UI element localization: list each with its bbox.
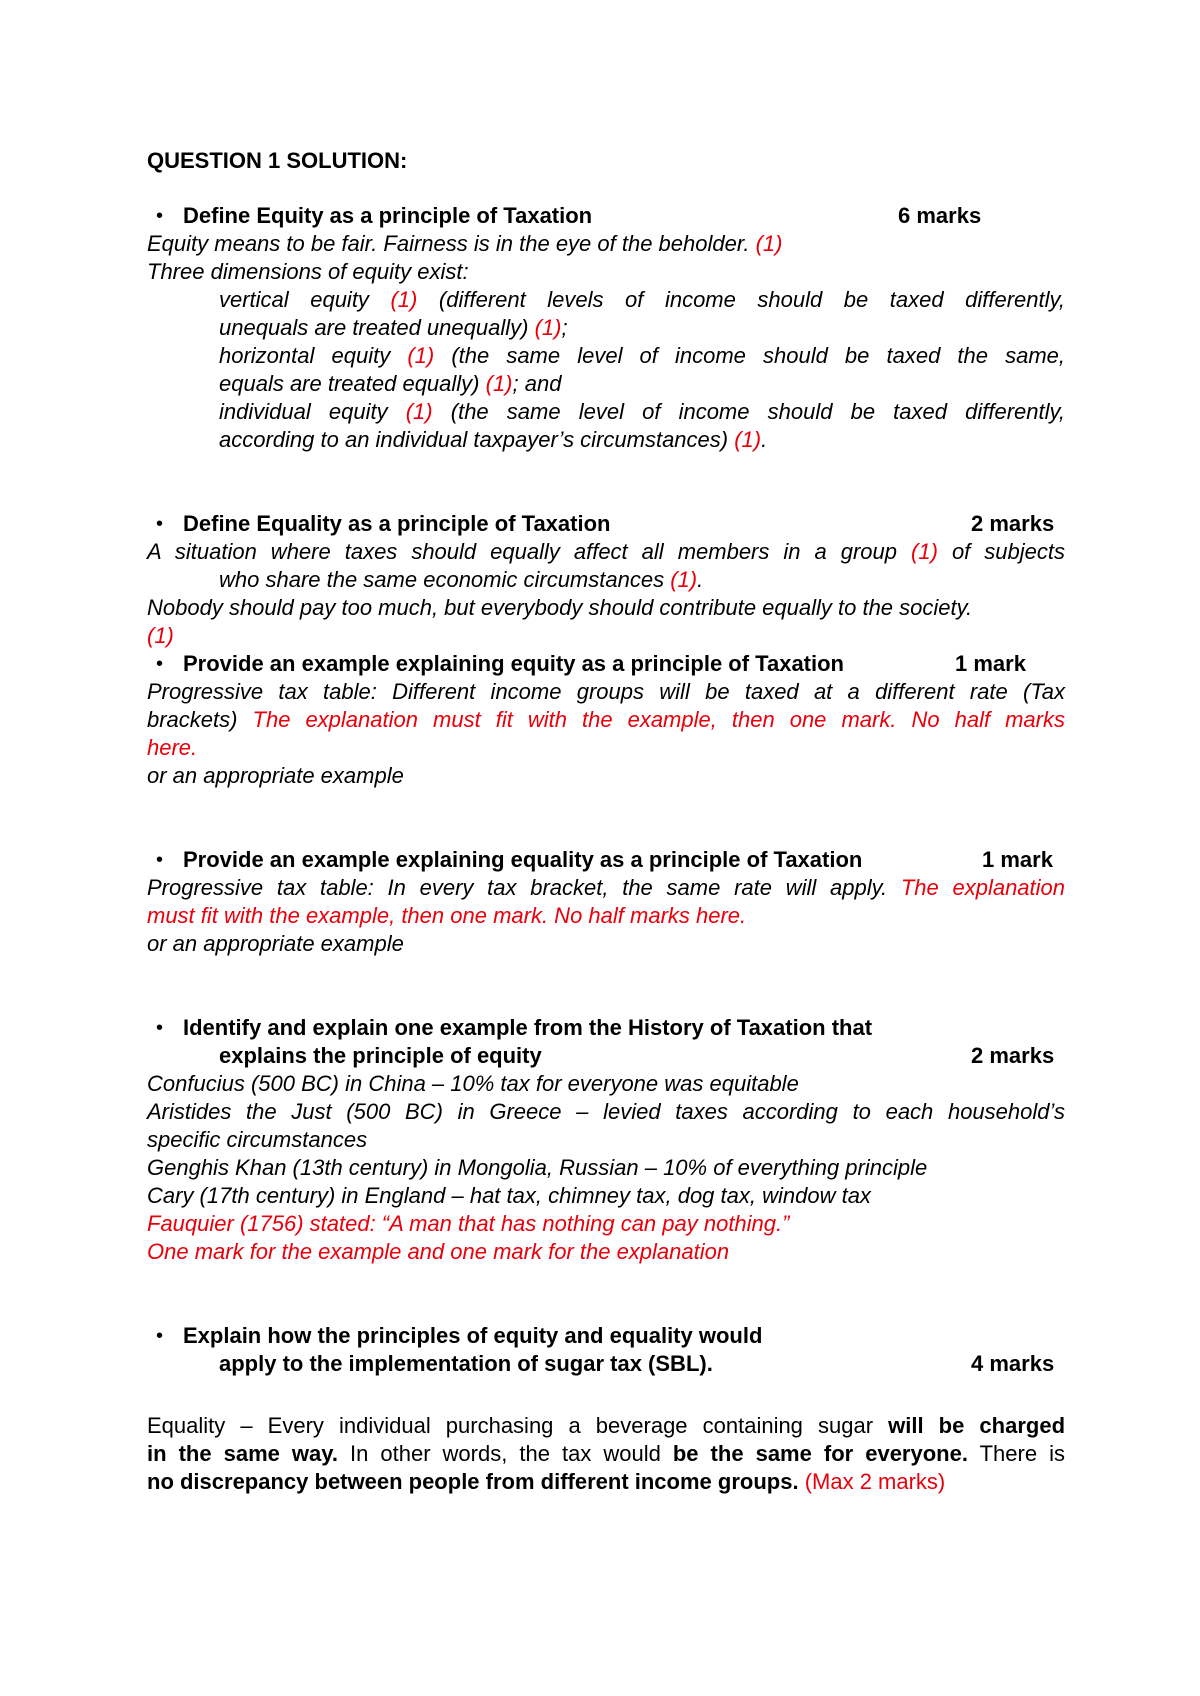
q6-para-line2 [147, 1440, 1065, 1468]
q6-marks: 4 marks [971, 1351, 1055, 1376]
text-run: according to an individual taxpayer’s circumstances) [219, 427, 729, 452]
text-run: . [761, 427, 768, 452]
q1-line1 [147, 230, 783, 258]
q3-line1: Progressive tax table: Different income groups will be taxed at a different rate (Tax [147, 679, 1065, 704]
text-run: ; and [512, 371, 562, 396]
bold-run: in the same way. [147, 1441, 338, 1466]
text-run: brackets) [147, 707, 238, 732]
q1-individual-line [219, 398, 1065, 426]
q1-individual-line2 [219, 426, 767, 454]
bold-run: be the same for everyone. [672, 1441, 968, 1466]
text-run: Progressive tax table: In every tax bracket, the same rate will apply. [147, 875, 888, 900]
mark-run: (1) [534, 315, 562, 340]
bold-run: will be charged [888, 1413, 1066, 1438]
text-run: There is [979, 1441, 1065, 1466]
text-run: ; [561, 315, 568, 340]
q2-line3: Nobody should pay too much, but everybody should contribute equally to the society. [147, 595, 973, 620]
q1-horizontal-line2 [219, 370, 561, 398]
q3-line3: here. [147, 735, 198, 760]
text-run: Equality – Every individual purchasing a beverage containing sugar [147, 1413, 874, 1438]
mark-run: (1) [405, 399, 433, 424]
mark-run: (1) [734, 427, 762, 452]
bullet-icon: • [156, 205, 164, 227]
mark-run: (1) [670, 567, 698, 592]
q6-heading-line1: Explain how the principles of equity and equality would [183, 1323, 763, 1348]
bullet-icon: • [156, 513, 164, 535]
mark-run: The explanation [900, 875, 1066, 900]
text-run: unequals are treated unequally) [219, 315, 529, 340]
q6-heading-line2: apply to the implementation of sugar tax (SBL). [219, 1351, 713, 1376]
bullet-icon: • [156, 1017, 164, 1039]
q3-marks: 1 mark [955, 651, 1026, 676]
q5-marks: 2 marks [971, 1043, 1055, 1068]
text-run: vertical equity [219, 287, 369, 312]
text-run: who share the same economic circumstances [219, 567, 665, 592]
text-run: . [697, 567, 704, 592]
bold-run: no discrepancy between people from different income groups. [147, 1469, 799, 1494]
bullet-icon: • [156, 1325, 164, 1347]
q5-line2: Aristides the Just (500 BC) in Greece – levied taxes according to each household’s [147, 1099, 1065, 1124]
q4-heading: Provide an example explaining equality as a principle of Taxation [183, 847, 863, 872]
q1-line1-text: Equity means to be fair. Fairness is in the eye of the beholder. [147, 231, 750, 256]
q1-horizontal-line [219, 342, 1065, 370]
q2-heading: Define Equality as a principle of Taxation [183, 511, 611, 536]
q2-line2 [219, 566, 703, 594]
mark-run: (1) [485, 371, 513, 396]
q5-line1: Confucius (500 BC) in China – 10% tax for everyone was equitable [147, 1071, 799, 1096]
q2-line4: (1) [147, 623, 174, 648]
q3-line4: or an appropriate example [147, 763, 404, 788]
text-run: (different levels of income should be taxed differently, [438, 287, 1065, 312]
text-run: (the same level of income should be taxed the same, [451, 343, 1066, 368]
page-title: QUESTION 1 SOLUTION: [147, 148, 408, 173]
q5-line4: Genghis Khan (13th century) in Mongolia, Russian – 10% of everything principle [147, 1155, 928, 1180]
text-run: In other words, the tax would [350, 1441, 661, 1466]
mark-run: (Max 2 marks) [804, 1469, 946, 1494]
q1-marks: 6 marks [898, 203, 982, 228]
text-run: (the same level of income should be taxed differently, [450, 399, 1065, 424]
q5-line3: specific circumstances [147, 1127, 368, 1152]
mark-run: (1) [911, 539, 938, 564]
q4-line2: must fit with the example, then one mark. No half marks here. [147, 903, 747, 928]
q4-line1 [147, 874, 1065, 902]
mark-run: (1) [390, 287, 418, 312]
q1-vertical-line [219, 286, 1065, 314]
q1-line2: Three dimensions of equity exist: [147, 259, 469, 284]
q5-line7: One mark for the example and one mark for the explanation [147, 1239, 730, 1264]
text-run: individual equity [219, 399, 388, 424]
q3-line2 [147, 706, 1065, 734]
text-run: horizontal equity [219, 343, 391, 368]
q3-heading: Provide an example explaining equity as a principle of Taxation [183, 651, 844, 676]
q6-para-line3 [147, 1468, 945, 1496]
q4-marks: 1 mark [982, 847, 1053, 872]
q2-marks: 2 marks [971, 511, 1055, 536]
text-run: of subjects [951, 539, 1065, 564]
q1-line1-mark: (1) [755, 231, 783, 256]
q2-line1 [147, 538, 1065, 566]
q1-vertical-line2 [219, 314, 568, 342]
bullet-icon: • [156, 653, 164, 675]
q5-heading-line1: Identify and explain one example from the History of Taxation that [183, 1015, 873, 1040]
q1-heading: Define Equity as a principle of Taxation [183, 203, 593, 228]
q4-line3: or an appropriate example [147, 931, 404, 956]
text-run: equals are treated equally) [219, 371, 480, 396]
mark-run: The explanation must fit with the example, then one mark. No half marks [252, 707, 1065, 732]
mark-run: (1) [407, 343, 435, 368]
q5-heading-line2: explains the principle of equity [219, 1043, 542, 1068]
q6-para-line1 [147, 1412, 1065, 1440]
text-run: A situation where taxes should equally affect all members in a group [147, 539, 898, 564]
bullet-icon: • [156, 849, 164, 871]
q5-line6: Fauquier (1756) stated: “A man that has nothing can pay nothing.” [147, 1211, 790, 1236]
q5-line5: Cary (17th century) in England – hat tax, chimney tax, dog tax, window tax [147, 1183, 871, 1208]
